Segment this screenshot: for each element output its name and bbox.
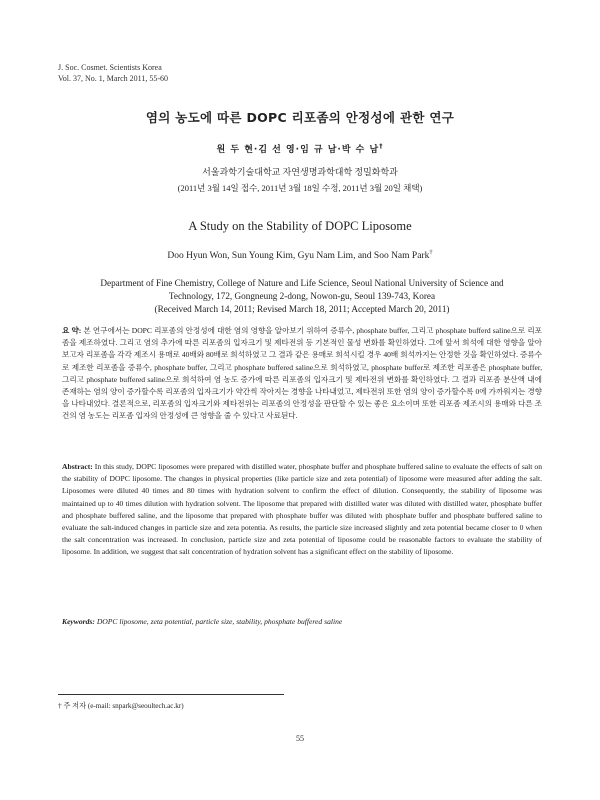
english-authors <box>0 249 600 261</box>
journal-name: J. Soc. Cosmet. Scientists Korea <box>58 63 162 72</box>
journal-volume: Vol. 37, No. 1, March 2011, 55-60 <box>58 74 168 83</box>
footnote-divider <box>58 694 284 695</box>
corresponding-author-mark-en: † <box>429 249 433 256</box>
english-title: A Study on the Stability of DOPC Liposome <box>188 219 412 233</box>
english-author-names: Doo Hyun Won, Sun Young Kim, Gyu Nam Lim, and Soo Nam Park <box>167 251 430 262</box>
english-abstract-label: Abstract: <box>62 462 93 471</box>
journal-citation <box>58 62 168 84</box>
affiliation-line-1: Department of Fine Chemistry, College of Nature and Life Science, Seoul National University of Science and <box>100 278 504 288</box>
korean-authors <box>0 142 600 155</box>
keywords <box>62 617 542 626</box>
english-abstract <box>62 461 542 559</box>
footnote: † 주 저자 (e-mail: snpark@seoultech.ac.kr) <box>58 702 184 710</box>
korean-abstract-text: 본 연구에서는 DOPC 리포좀의 안정성에 대한 염의 영향을 알아보기 위하여 증류수, phosphate buffer, 그리고 phosphate bufferd saline으로 리포좀을 제조하였다. 그리고 염의 추가에 따른 리포좀의 입자크기 및 제타전위 등 기본적인 물성 변화를 확인하였다. 그에 앞서 희석에 대한 영향을 알아보고자 리포좀을 각각 제조시 용매로 40배와 80배로 희석하였고 그 결과 같은 용매로 희석시킬 경우 40배 희석까지는 안정한 것을 확인하였다. 증류수로 제조한 리포좀을 증류수, phosphate buffer, 그리고 phosphate buffered saline으로 희석하였고, phosphate buffer로 제조한 리포좀은 phosphate buffer, 그리고 phosphate buffered saline으로 희석하여 염 농도 증가에 따른 리포좀의 입자크기 및 제타전위 변화를 확인하였다. 그 결과 리포좀 분산액 내에 존재하는 염의 양이 증가할수록 리포좀의 입자크기가 약간씩 작아지는 경향을 나타내었고, 제타전위 또한 염의 양이 증가할수록 0에 가까워지는 경향을 나타내었다. 결론적으로, 리포좀의 입자크기와 제타전위는 리포좀의 안정성을 판단할 수 있는 좋은 요소이며 또한 리포좀 제조시의 용매와 다른 조건의 염 농도는 리포좀 입자의 안정성에 큰 영향을 줄 수 있다고 사료된다. <box>62 326 542 421</box>
korean-abstract <box>62 325 542 423</box>
korean-title: 염의 농도에 따른 DOPC 리포좀의 안정성에 관한 연구 <box>145 110 455 125</box>
affiliation-line-2: Technology, 172, Gongneung 2-dong, Nowon-gu, Seoul 139-743, Korea <box>168 291 436 301</box>
received-dates-en: (Received March 14, 2011; Revised March 18, 2011; Accepted March 20, 2011) <box>154 304 450 314</box>
korean-author-names: 원 두 현·김 선 영·임 규 남·박 수 남 <box>216 145 380 155</box>
page-number: 55 <box>296 734 304 743</box>
english-affiliation <box>62 277 542 316</box>
corresponding-author-mark: † <box>379 142 384 150</box>
korean-affiliation: 서울과학기술대학교 자연생명과학대학 정밀화학과 <box>202 167 398 177</box>
keywords-text: DOPC liposome, zeta potential, particle size, stability, phosphate buffered saline <box>96 617 343 626</box>
korean-received-dates: (2011년 3월 14일 접수, 2011년 3월 18일 수정, 2011년 3월 20일 채택) <box>177 183 423 193</box>
english-abstract-text: In this study, DOPC liposomes were prepared with distilled water, phosphate buffer and phosphate buffered saline to evaluate the effects of salt on the stability of DOPC liposome. The changes in physical properties (like particle size and zeta potential) of liposome were measured after adding the salt. Liposomes were diluted 40 times and 80 times with hydration solvent to confirm the effect of dilution. Consequently, the stability of liposome was maintained up to 40 times dilution with hydration solvent. The liposome that prepared with distilled water was diluted with distilled water, phosphate buffer and phosphate buffered saline, and the liposome that prepared with phosphate buffer was diluted with phosphate buffer and phosphate buffered saline to evaluate the salt-induced changes in particle size and zeta potentia. As results, the particle size increased slightly and zeta potential became closer to 0 when the salt concentration was increased. In conclusion, particle size and zeta potential of liposome could be reasonable factors to evaluate the stability of liposome. In addition, we suggest that salt concentration of hydration solvent has a significant effect on the stability of liposome. <box>62 462 542 557</box>
keywords-label: Keywords: <box>62 617 95 626</box>
korean-abstract-label: 요 약: <box>62 326 82 335</box>
